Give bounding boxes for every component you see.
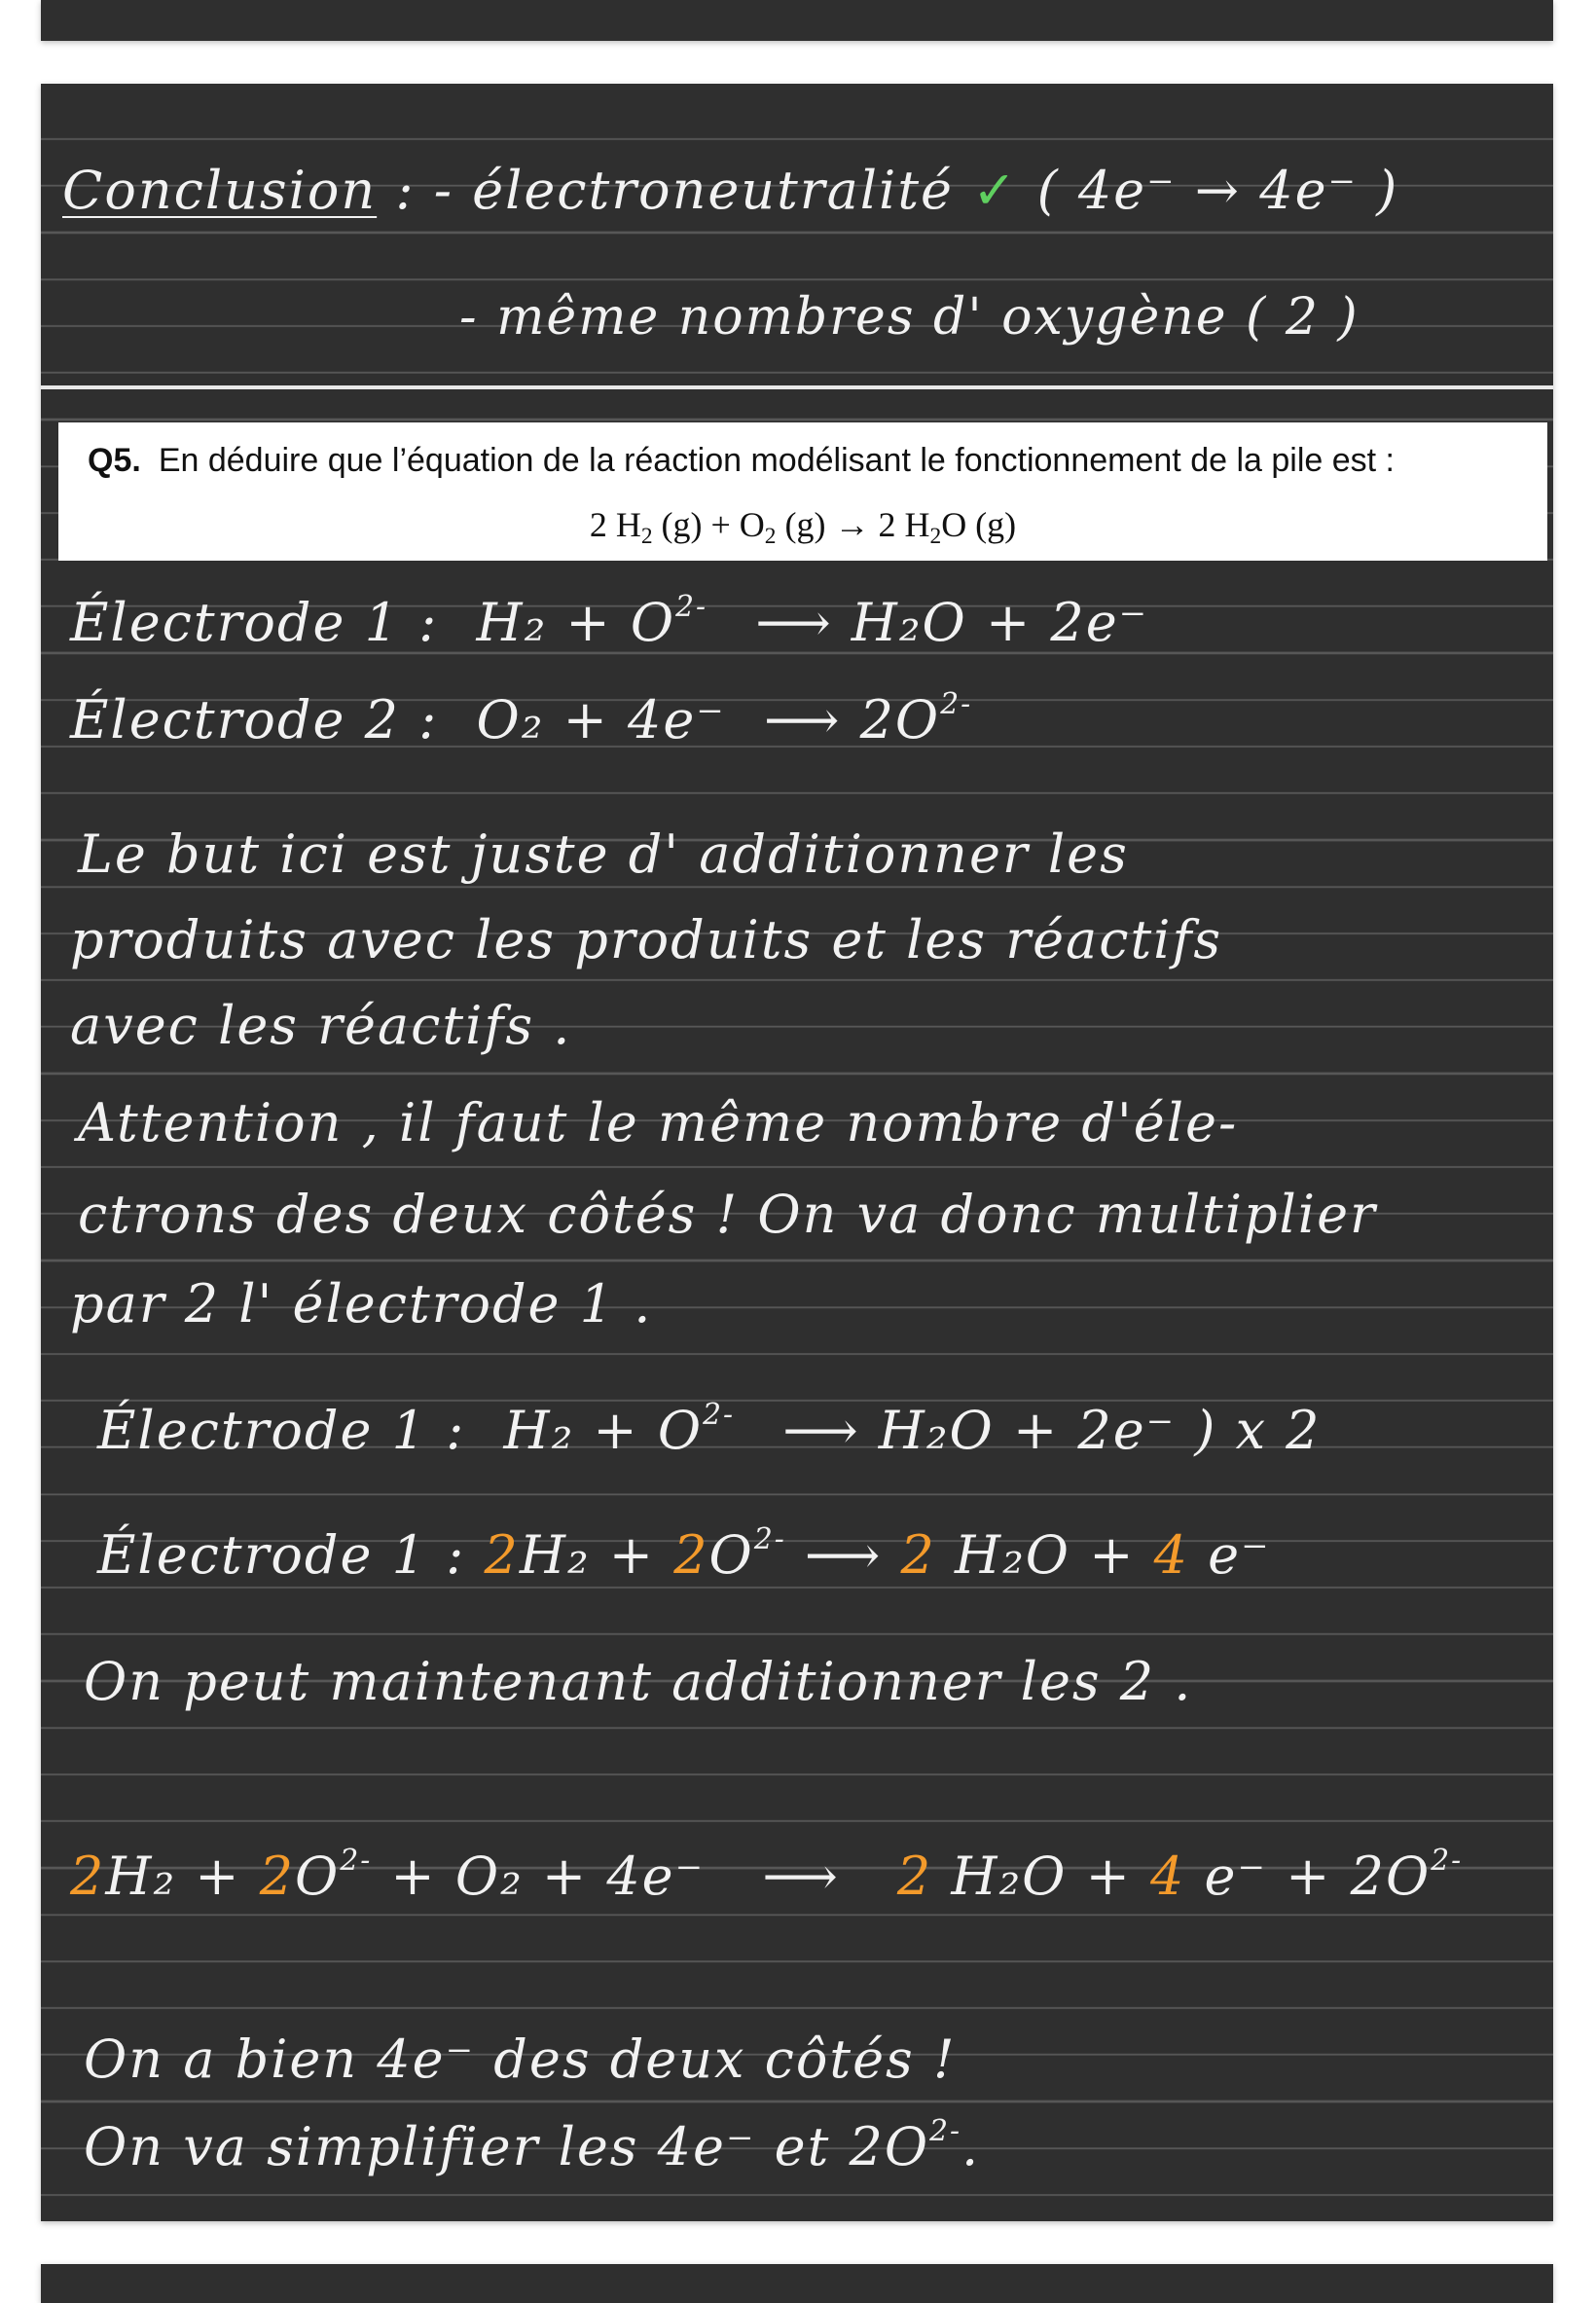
question-text: En déduire que l’équation de la réaction modélisant le fonctionnement de la pile est :: [158, 442, 1395, 479]
addition-text: On peut maintenant additionner les 2 .: [84, 1651, 1193, 1712]
explanation-line: produits avec les produits et les réactifs: [70, 909, 1223, 970]
conclusion-electroneutrality: : - électroneutralité: [395, 160, 954, 221]
section-divider: [41, 385, 1553, 389]
electrode-1-products: ⟶ H₂O + 2e⁻: [755, 592, 1149, 654]
equation-part: (g) + O: [652, 505, 765, 544]
explanation-line: Attention , il faut le même nombre d'éle-: [78, 1092, 1239, 1153]
final-line-2-text: On va simplifier les 4e⁻ et 2O: [84, 2116, 930, 2178]
final-line-2: [84, 2114, 980, 2177]
charge-superscript: 2-: [340, 1844, 373, 1878]
coefficient: 2: [896, 1846, 933, 1908]
explanation-line: par 2 l' électrode 1 .: [70, 1273, 653, 1334]
formula-part: H₂O +: [932, 1846, 1151, 1908]
electrode-1-products: ⟶ H₂O + 2e⁻ ) x 2: [782, 1400, 1322, 1462]
previous-page-bottom: [41, 0, 1553, 41]
equation-part: (g) → 2 H: [776, 505, 930, 544]
formula-part: e⁻ + 2O: [1185, 1846, 1432, 1908]
charge-superscript: 2-: [753, 1522, 786, 1556]
equation-subscript: 2: [764, 524, 777, 550]
coefficient: 4: [1150, 1846, 1186, 1908]
question-box: [58, 422, 1547, 561]
charge-superscript: 2-: [929, 2114, 962, 2148]
electrode-1-label: Électrode 1 :: [97, 1400, 466, 1462]
formula-part: H₂ +: [105, 1846, 260, 1908]
formula-part: e⁻: [1188, 1524, 1271, 1587]
formula-part: O: [295, 1846, 341, 1908]
formula-part: + O₂ + 4e⁻: [372, 1846, 706, 1908]
charge-superscript: 2-: [675, 590, 708, 624]
question-text-line: [88, 442, 1395, 480]
formula-part: O: [708, 1524, 754, 1587]
coefficient: 2: [900, 1524, 936, 1587]
final-line-1: On a bien 4e⁻ des deux côtés !: [84, 2029, 957, 2090]
electrode-2-reactants: O₂ + 4e⁻: [476, 689, 726, 751]
explanation-line: ctrons des deux côtés ! On va donc multiplier: [78, 1184, 1377, 1245]
conclusion-line-1: [62, 160, 1398, 221]
equation-part: O (g): [941, 505, 1017, 544]
coefficient: 2: [70, 1846, 106, 1908]
electrode-1-label: Électrode 1 :: [97, 1524, 466, 1587]
electrode-2-equation: [70, 687, 972, 750]
coefficient: 2: [259, 1846, 296, 1908]
final-line-2-period: .: [961, 2116, 981, 2178]
electrode-1-reactants: H₂ + O: [476, 592, 676, 654]
electrode-2-label: Électrode 2 :: [70, 689, 439, 751]
conclusion-label: Conclusion: [62, 160, 378, 221]
equation-part: 2 H: [589, 505, 641, 544]
coefficient: 2: [673, 1524, 709, 1587]
electrode-1-times-2: [97, 1398, 1322, 1461]
question-number: Q5.: [88, 442, 141, 479]
electrode-2-products: ⟶ 2O: [763, 689, 941, 751]
equation-subscript: 2: [640, 524, 653, 550]
charge-superscript: 2-: [1431, 1844, 1464, 1878]
arrow: ⟶: [785, 1524, 901, 1587]
electrode-1-label: Électrode 1 :: [70, 592, 439, 654]
electrode-1-reactants: H₂ + O: [503, 1400, 704, 1462]
arrow: ⟶: [762, 1846, 840, 1908]
explanation-line: Le but ici est juste d' additionner les: [78, 823, 1129, 885]
explanation-line: avec les réactifs .: [70, 995, 572, 1056]
formula-part: H₂ +: [519, 1524, 674, 1587]
equation-subscript: 2: [929, 524, 942, 550]
charge-superscript: 2-: [703, 1398, 736, 1432]
charge-superscript: 2-: [940, 687, 973, 721]
next-page-top: [41, 2264, 1553, 2303]
conclusion-line-2: - même nombres d' oxygène ( 2 ): [459, 288, 1360, 347]
check-icon: ✓: [972, 160, 1019, 221]
coefficient: 2: [484, 1524, 520, 1587]
electrode-1-equation: [70, 590, 1148, 653]
question-equation: [58, 504, 1547, 550]
conclusion-electron-balance: ( 4e⁻ → 4e⁻ ): [1036, 160, 1399, 221]
formula-part: H₂O +: [935, 1524, 1154, 1587]
electrode-1-doubled: [97, 1522, 1271, 1586]
note-page: [41, 84, 1553, 2221]
coefficient: 4: [1153, 1524, 1189, 1587]
sum-equation: [70, 1844, 1463, 1907]
